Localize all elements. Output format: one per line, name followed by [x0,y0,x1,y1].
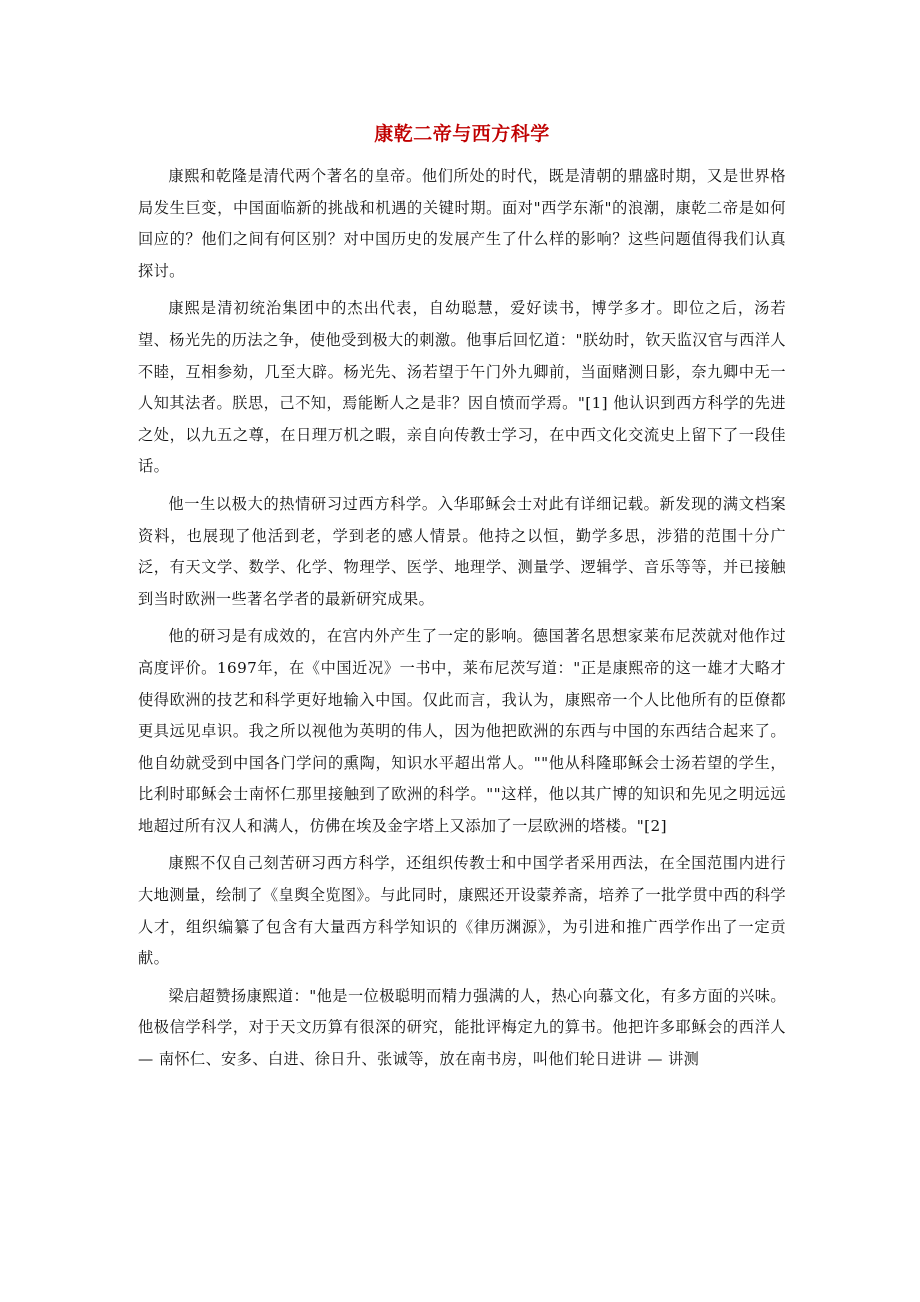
paragraph-5: 康熙不仅自己刻苦研习西方科学，还组织传教士和中国学者采用西法，在全国范围内进行大地测量，绘制了《皇舆全览图》。与此同时，康熙还开设蒙养斋，培养了一批学贯中西的科学人才，组织编纂了包含有大量西方科学知识的《律历渊源》，为引进和推广西学作出了一定贡献。 [138,854,786,968]
paragraph-2: 康熙是清初统治集团中的杰出代表，自幼聪慧，爱好读书，博学多才。即位之后，汤若望、杨光先的历法之争，使他受到极大的刺激。他事后回忆道："朕幼时，钦天监汉官与西洋人不睦，互相参劾，几至大辟。杨光先、汤若望于午门外九卿前，当面赌测日影，奈九卿中无一人知其法者。朕思，己不知，焉能断人之是非？因自愤而学焉。"[1] 他认识到西方科学的先进之处，以九五之尊，在日理万机之暇，亲自向传教士学习，在中西文化交流史上留下了一段佳话。 [138,299,786,476]
article-title: 康乾二帝与西方科学 [374,123,550,145]
paragraph-6: 梁启超赞扬康熙道："他是一位极聪明而精力强满的人，热心向慕文化，有多方面的兴味。他极信学科学，对于天文历算有很深的研究，能批评梅定九的算书。他把许多耶稣会的西洋人 — 南怀仁、安多、白进、徐日升、张诚等，放在南书房，叫他们轮日进讲 — 讲测 [138,986,786,1069]
paragraph-4: 他的研习是有成效的，在宫内外产生了一定的影响。德国著名思想家莱布尼茨就对他作过高度评价。1697年，在《中国近况》一书中，莱布尼茨写道："正是康熙帝的这一雄才大略才使得欧洲的技艺和科学更好地输入中国。仅此而言，我认为，康熙帝一个人比他所有的臣僚都更具远见卓识。我之所以视他为英明的伟人，因为他把欧洲的东西与中国的东西结合起来了。他自幼就受到中国各门学问的熏陶，知识水平超出常人。""他从科隆耶稣会士汤若望的学生，比利时耶稣会士南怀仁那里接触到了欧洲的科学。""这样，他以其广博的知识和先见之明远远地超过所有汉人和满人，仿佛在埃及金字塔上又添加了一层欧洲的塔楼。"[2] [138,627,786,835]
paragraph-3: 他一生以极大的热情研习过西方科学。入华耶稣会士对此有详细记载。新发现的满文档案资料，也展现了他活到老，学到老的感人情景。他持之以恒，勤学多思，涉猎的范围十分广泛，有天文学、数学、化学、物理学、医学、地理学、测量学、逻辑学、音乐等等，并已接触到当时欧洲一些著名学者的最新研究成果。 [138,494,786,608]
article-body [138,118,786,1076]
paragraph-1: 康熙和乾隆是清代两个著名的皇帝。他们所处的时代，既是清朝的鼎盛时期，又是世界格局发生巨变，中国面临新的挑战和机遇的关键时期。面对"西学东渐"的浪潮，康乾二帝是如何回应的？他们之间有何区别？对中国历史的发展产生了什么样的影响？这些问题值得我们认真探讨。 [138,167,786,280]
